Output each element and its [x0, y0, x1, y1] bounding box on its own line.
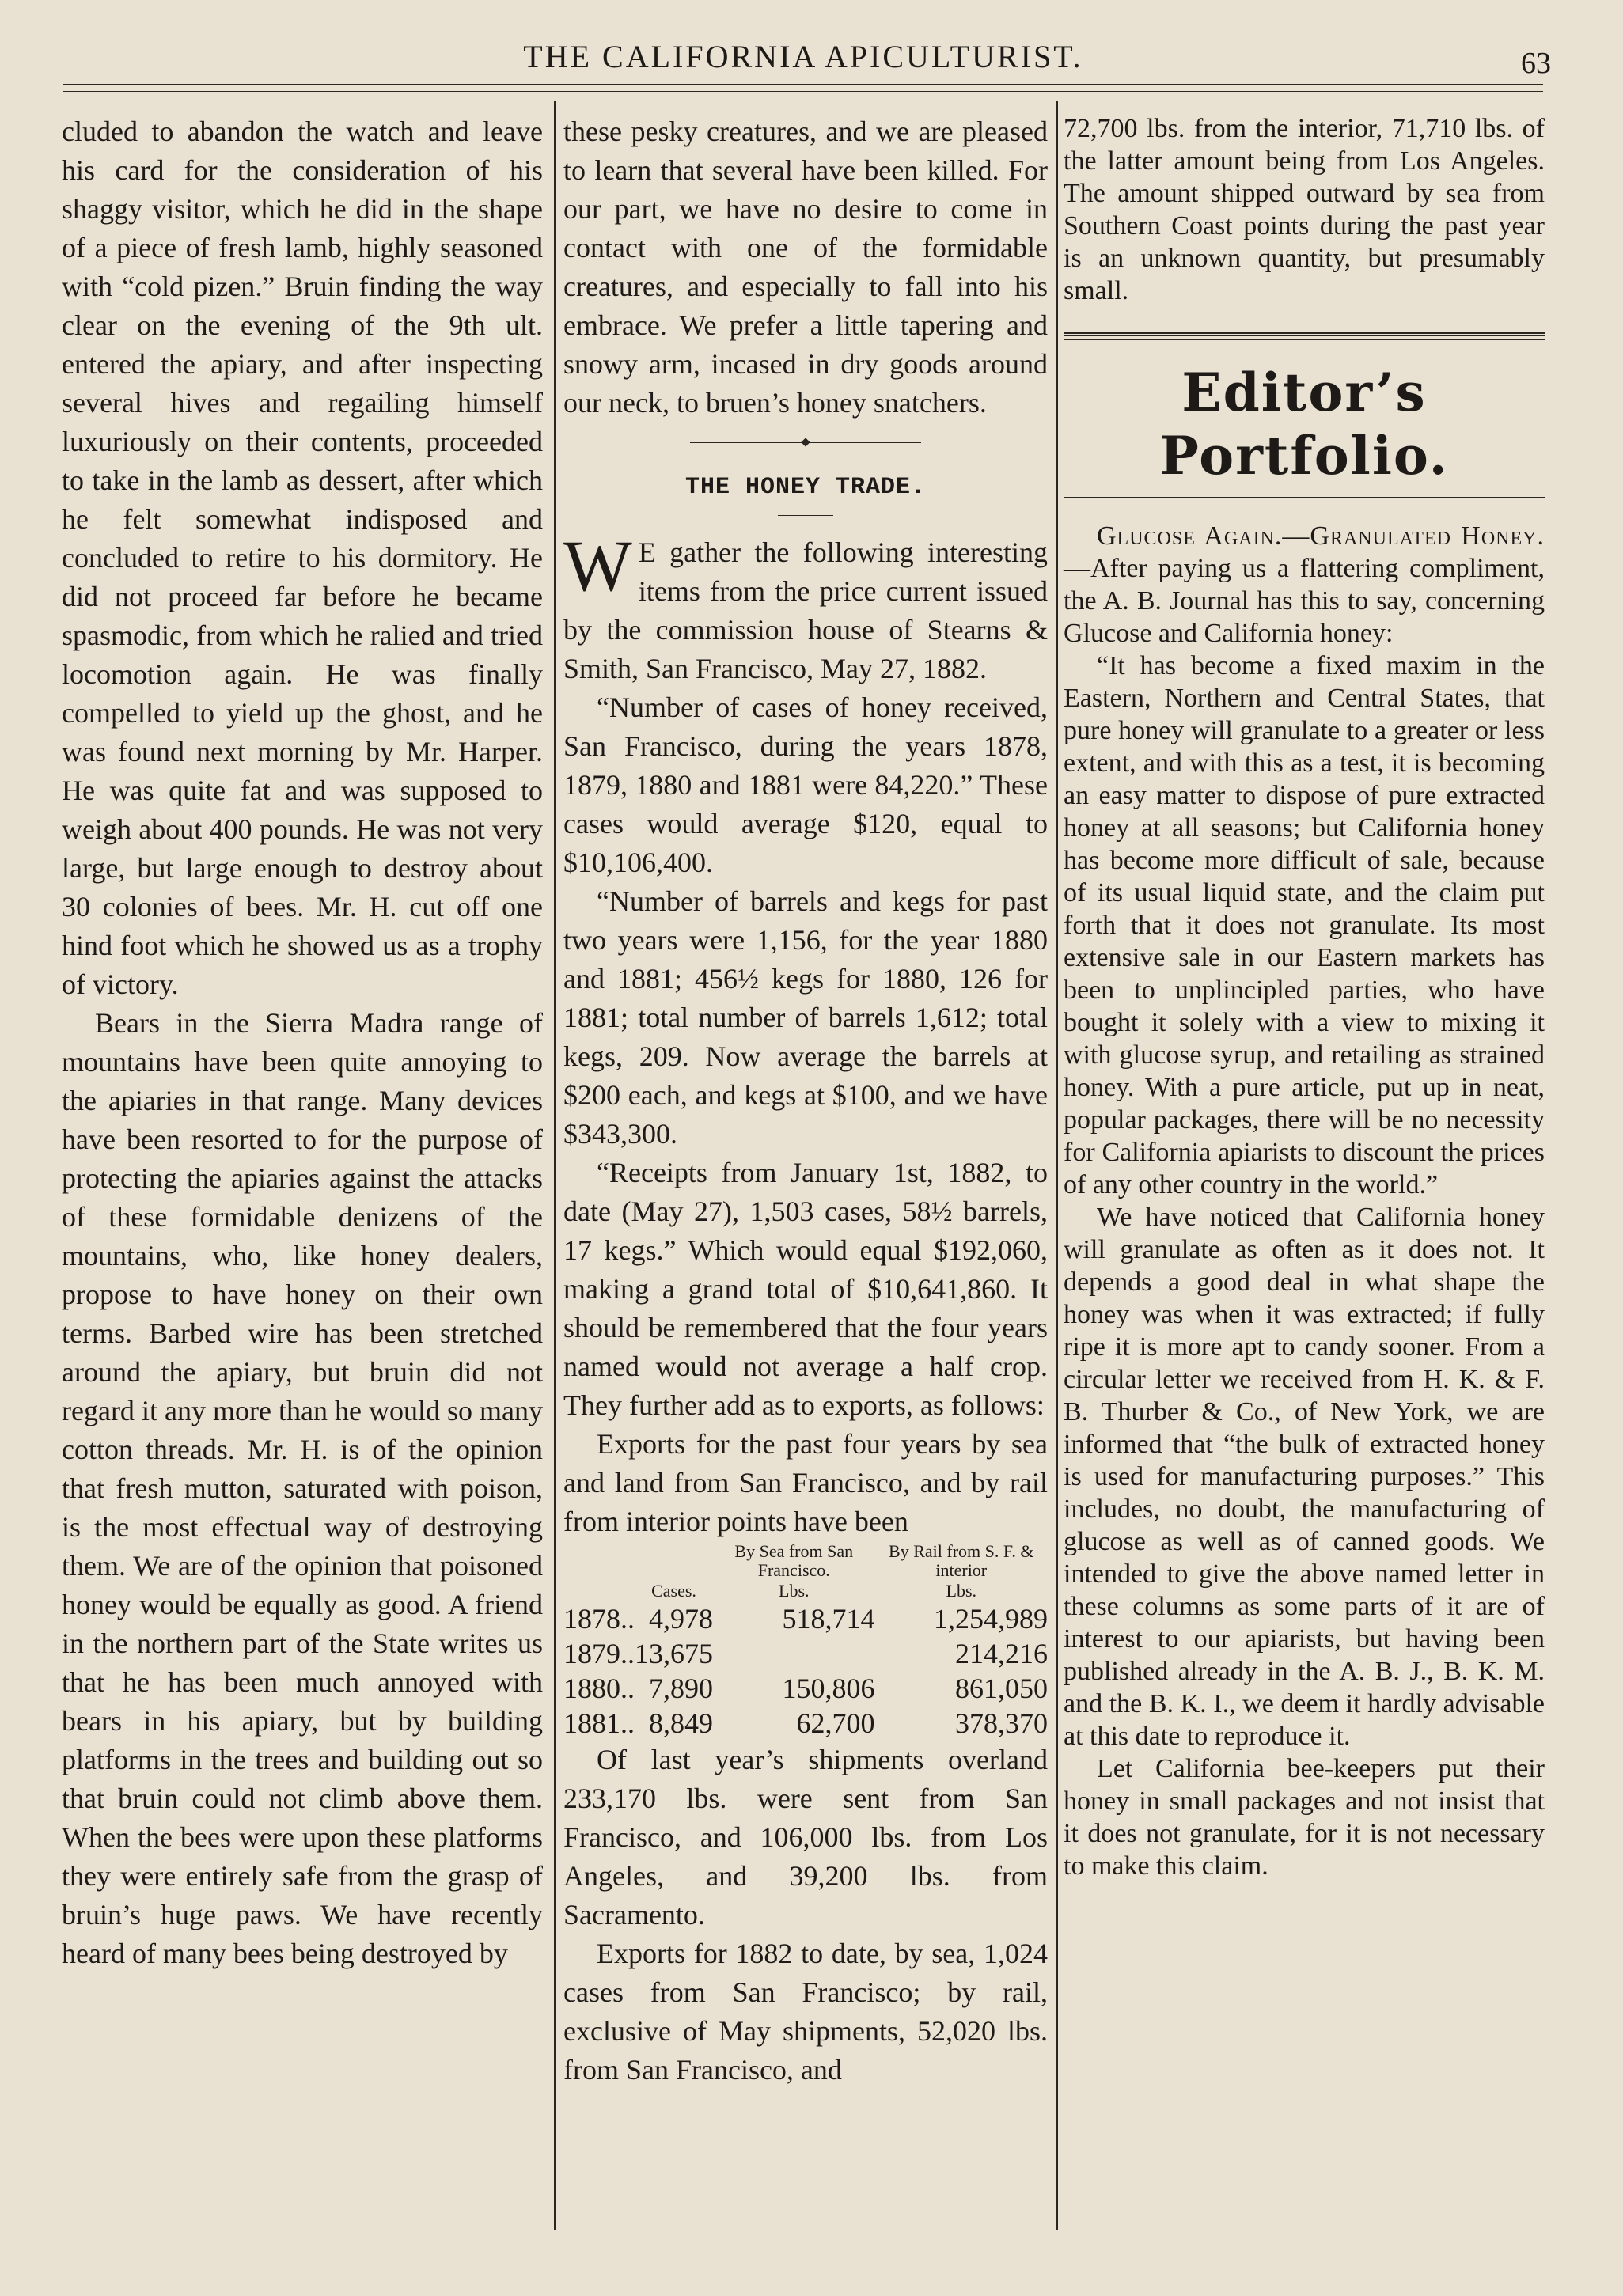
table-subhead: Cases. [651, 1581, 696, 1601]
publication-title: THE CALIFORNIA APICULTURIST. [523, 39, 1083, 74]
page-number: 63 [1521, 47, 1551, 80]
table-subhead: Lbs. [779, 1581, 810, 1601]
paragraph: “Receipts from January 1st, 1882, to date (May 27), 1,503 cases, 58½ barrels, 17 kegs.” Which would equal $192,060, making a grand total of $10,641,860. It should be remembered that the four years named would not average a half crop. They further add as to exports, as follows: [563, 1157, 1048, 1421]
exports-table [563, 1541, 1048, 1741]
column-1 [62, 112, 543, 1973]
column-divider-1 [554, 101, 556, 2230]
portfolio-title: Editor’s Portfolio. [1159, 362, 1449, 487]
running-header [63, 38, 1551, 87]
paragraph: Let California bee-keepers put their honey in small packages and not insist that it does not granulate, for it is not necessary to make this claim. [1064, 1754, 1545, 1881]
paragraph: “Number of cases of honey received, San Francisco, during the years 1878, 1879, 1880 and 1881 were 84,220.” These cases would average $120, equal to $10,106,400. [563, 691, 1048, 878]
paragraph: Glucose Again.—Granulated Honey.—After paying us a flattering compliment, the A. B. Journal has this to say, concerning Glucose and California honey: [1064, 521, 1545, 648]
title-rule [1064, 497, 1545, 498]
section-title: THE HONEY TRADE. [684, 474, 927, 501]
section-divider [563, 434, 1048, 453]
paragraph: 72,700 lbs. from the interior, 71,710 lbs. of the latter amount being from Los Angeles. The amount shipped outward by sea from Southern Coast points during the past year is an unknown quantity, but presumably small. [1064, 114, 1545, 305]
column-2 [563, 112, 1048, 2090]
paragraph: We have noticed that California honey will granulate as often as it does not. It depends a good deal in what shape the honey was when it was extracted; if fully ripe it is more apt to candy sooner. From a circular letter we received from H. K. & F. B. Thurber & Co., of New York, we are informed that “the bulk of extracted honey is used for manufacturing purposes.” This includes, no doubt, the manufacturing of glucose as well as of canned goods. We intended to give the above named letter in these columns as some parts of it are of interest to our apiarists, but having been published already in the A. B. J., B. K. M. and the B. K. I., we deem it hardly advisable at this date to reproduce it. [1064, 1203, 1545, 1751]
header-rule-thin [63, 91, 1543, 92]
drop-cap: W [563, 525, 632, 606]
paragraph: W E gather the following interesting items from the price current issued by the commission house of Stearns & Smith, San Francisco, May 27, 1882. [563, 525, 1048, 684]
title-rule [778, 515, 833, 516]
column-divider-2 [1056, 101, 1058, 2230]
paragraph: Of last year’s shipments overland 233,170 lbs. were sent from San Francisco, and 106,000 lbs. from Los Angeles, and 39,200 lbs. from Sacramento. [563, 1744, 1048, 1930]
paragraph: Exports for 1882 to date, by sea, 1,024 cases from San Francisco; by rail, exclusive of May shipments, 52,020 lbs. from San Francisco, and [563, 1938, 1048, 2086]
paragraph: these pesky creatures, and we are pleased to learn that several have been killed. For our part, we have no desire to come in contact with one of the formidable creatures, and especially to fall into his embrace. We prefer a little tapering and snowy arm, incased in dry goods around our neck, to bruen’s honey snatchers. [563, 116, 1048, 419]
table-row: 1880.. 7,890 150,806 861,050 [563, 1673, 1048, 1704]
paragraph: Exports for the past four years by sea and land from San Francisco, and by rail from interior points have been [563, 1428, 1048, 1537]
paragraph: “Number of barrels and kegs for past two years were 1,156, for the year 1880 and 1881; 456½ kegs for 1880, 126 for 1881; total number of barrels 1,612; total kegs, 209. Now average the barrels at $200 each, and kegs at $100, and we have $343,300. [563, 885, 1048, 1150]
column-3 [1064, 112, 1545, 1882]
table-row: 1878.. 4,978 518,714 1,254,989 [563, 1603, 1048, 1635]
paragraph: “It has become a fixed maxim in the Eastern, Northern and Central States, that pure honey will granulate to a greater or less extent, and with this as a test, it is becoming an easy matter to dispose of pure extracted honey at all seasons; but California honey has become more difficult of sale, because of its usual liquid state, and the claim put forth that it does not granulate. Its most extensive sale in our Eastern markets has been to unplincipled parties, who have bought it solely with a view to mixing it with glucose syrup, and retailing as strained honey. With a pure article, put up in neat, popular packages, there will be no necessity for California apiarists to discount the prices of any other country in the world.” [1064, 651, 1545, 1199]
table-row: 1879.. 13,675 214,216 [563, 1638, 1048, 1669]
table-subhead: Lbs. [946, 1581, 976, 1601]
table-head: By Rail from S. F. & interior [889, 1541, 1034, 1580]
section-rule [1064, 332, 1545, 340]
paragraph: cluded to abandon the watch and leave his card for the consideration of his shaggy visitor, which he did in the shape of a piece of fresh lamb, highly seasoned with “cold pizen.” Bruin finding the way clear on the evening of the 9th ult. entered the apiary, and after inspecting several hives and regailing himself luxuriously on their contents, proceeded to take in the lamb as dessert, after which he felt somewhat indisposed and concluded to retire to his dormitory. He did not proceed far before he became spasmodic, from which he ralied and tried locomotion again. He was finally compelled to yield up the ghost, and he was found next morning by Mr. Harper. He was quite fat and was supposed to weigh about 400 pounds. He was not very large, but large enough to destroy about 30 colonies of bees. Mr. H. cut off one hind foot which he showed us as a trophy of victory. [62, 116, 543, 1000]
paragraph: Bears in the Sierra Madra range of mountains have been quite annoying to the apiaries in that range. Many devices have been resorted to for the purpose of protecting the apiaries against the attacks of these formidable denizens of the mountains, who, like honey dealers, propose to have honey on their own terms. Barbed wire has been stretched around the apiary, but bruin did not regard it any more than he would so many cotton threads. Mr. H. is of the opinion that fresh mutton, saturated with poison, is the most effectual way of destroying them. We are of the opinion that poisoned honey would be equally as good. A friend in the northern part of the State writes us that he has been much annoyed with bears in his apiary, but by building platforms in the trees and building out so that bruin could not climb above them. When the bees were upon these platforms they were entirely safe from the grasp of bruin’s huge paws. We have recently heard of many bees being destroyed by [62, 1007, 543, 1969]
header-rule [63, 84, 1543, 85]
table-row: 1881.. 8,849 62,700 378,370 [563, 1707, 1048, 1739]
table-head: By Sea from San Francisco. [734, 1541, 854, 1580]
paragraph-lead: Glucose Again.—Granulated Honey. [1097, 521, 1545, 551]
